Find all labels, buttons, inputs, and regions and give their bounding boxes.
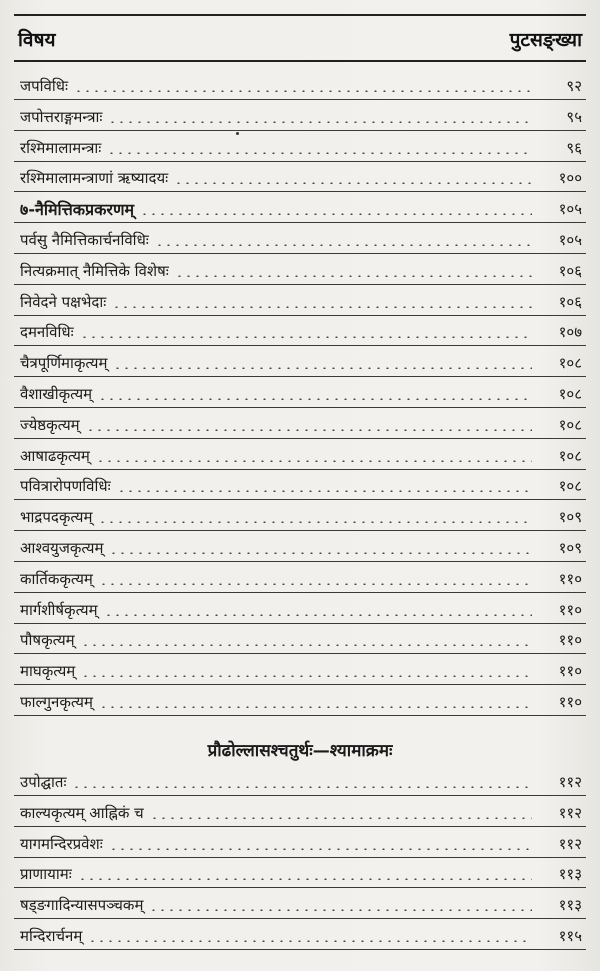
entry-title: रश्मिमालामन्त्राः — [20, 138, 102, 157]
row-rule — [14, 161, 586, 162]
entry-title: नित्यक्रमात् नैमित्तिके विशेषः — [20, 261, 169, 280]
dot-leader — [78, 878, 532, 880]
toc-entry — [20, 134, 582, 162]
entry-page-number: ११२ — [558, 803, 582, 822]
entry-page-number: ९५ — [566, 107, 582, 126]
dot-leader — [175, 275, 532, 277]
entry-title: चैत्रपूर्णिमाकृत्यम् — [20, 354, 108, 373]
toc-entry — [20, 534, 582, 562]
entry-title: कार्तिककृत्यम् — [20, 569, 93, 588]
row-rule — [14, 653, 586, 654]
entry-title: ७-नैमित्तिकप्रकरणम् — [20, 200, 135, 220]
toc-entry — [20, 195, 582, 223]
entry-title: उपोद्घातः — [20, 773, 67, 791]
entry-page-number: ११३ — [558, 865, 582, 884]
dot-leader — [80, 336, 532, 338]
entry-page-number: १०० — [558, 169, 582, 188]
row-rule — [14, 284, 586, 285]
row-rule — [14, 857, 586, 858]
entry-title: जपविधिः — [20, 77, 69, 95]
entry-page-number: १०५ — [558, 231, 582, 249]
toc-entry — [20, 596, 582, 624]
dot-leader — [81, 675, 532, 677]
toc-entry — [20, 288, 582, 316]
row-rule — [14, 253, 586, 254]
row-rule — [14, 469, 586, 470]
entry-page-number: ९६ — [566, 138, 582, 157]
toc-entry — [20, 860, 582, 888]
toc-entry — [20, 565, 582, 593]
dot-leader — [74, 90, 532, 92]
row-rule — [14, 826, 586, 827]
entry-title: प्राणायामः — [20, 865, 72, 884]
dot-leader — [117, 490, 532, 492]
entry-page-number: ११० — [558, 600, 582, 619]
entry-title: भाद्रपदकृत्यम् — [20, 508, 93, 527]
row-rule — [14, 592, 586, 593]
entry-title: जपोत्तराङ्गमन्त्राः — [20, 107, 103, 126]
toc-entry — [20, 688, 582, 716]
toc-entry — [20, 411, 582, 439]
row-rule — [14, 191, 586, 192]
toc-entry — [20, 318, 582, 346]
toc-entry — [20, 768, 582, 796]
toc-header — [14, 14, 586, 62]
dot-leader — [174, 182, 532, 184]
entry-title: माघकृत्यम् — [20, 662, 76, 681]
entry-page-number: ११३ — [558, 896, 582, 915]
dot-leader — [88, 940, 532, 942]
row-rule — [14, 561, 586, 562]
row-rule — [14, 376, 586, 377]
entry-page-number: १०८ — [558, 446, 582, 465]
entry-title: मार्गशीर्षकृत्यम् — [20, 600, 98, 619]
dot-leader — [109, 848, 532, 850]
entry-title: षड्ङगादिन्यासपञ्चकम् — [20, 896, 144, 915]
dot-leader — [107, 152, 532, 154]
row-rule — [14, 222, 586, 223]
toc-entry — [20, 891, 582, 919]
entry-page-number: १०६ — [558, 292, 582, 311]
dot-leader — [72, 786, 532, 788]
entry-title: मन्दिरार्चनम् — [20, 927, 83, 945]
entry-page-number: १०५ — [558, 200, 582, 219]
toc-entry — [20, 503, 582, 531]
row-rule — [14, 623, 586, 624]
dot-leader — [86, 429, 532, 431]
entry-page-number: ११२ — [558, 773, 582, 791]
dot-leader — [99, 706, 532, 708]
toc-entry — [20, 442, 582, 470]
entry-page-number: ११५ — [558, 927, 582, 945]
entry-page-number: १०६ — [558, 261, 582, 280]
entry-page-number: १०८ — [558, 477, 582, 496]
row-rule — [14, 499, 586, 500]
toc-entry — [20, 657, 582, 685]
toc-entry — [20, 257, 582, 285]
entry-page-number: ११० — [558, 693, 582, 711]
row-rule — [14, 530, 586, 531]
row-rule — [14, 407, 586, 408]
dot-leader — [140, 213, 532, 215]
entry-page-number: १०७ — [558, 323, 582, 342]
entry-title: काल्यकृत्यम् आह्निकं च — [20, 803, 144, 822]
entry-page-number: ११० — [558, 569, 582, 588]
toc-entry — [20, 72, 582, 100]
section-heading: प्रौढोल्लासश्चतुर्थः—श्यामाक्रमः — [207, 741, 393, 761]
row-rule — [14, 684, 586, 685]
dot-leader — [155, 244, 532, 246]
dot-leader — [108, 121, 532, 123]
toc-entry — [20, 799, 582, 827]
toc-entry — [20, 380, 582, 408]
dot-leader — [109, 552, 532, 554]
row-rule — [14, 438, 586, 439]
entry-page-number: ११२ — [558, 834, 582, 853]
toc-entry — [20, 226, 582, 254]
row-rule — [14, 715, 586, 716]
row-rule — [14, 795, 586, 796]
entry-title: यागमन्दिरप्रवेशः — [20, 834, 103, 853]
row-rule — [14, 949, 586, 950]
header-page-number: पुटसङ्ख्या — [509, 29, 582, 51]
entry-page-number: १०८ — [558, 354, 582, 373]
entry-title: वैशाखीकृत्यम् — [20, 385, 93, 403]
entry-title: आश्वयुजकृत्यम् — [20, 539, 104, 557]
toc-entry — [20, 830, 582, 858]
entry-title: पवित्रारोपणविधिः — [20, 477, 111, 496]
entry-page-number: १०९ — [558, 508, 582, 527]
dot-leader — [99, 583, 532, 585]
toc-entry — [20, 164, 582, 192]
dot-leader — [81, 644, 532, 646]
row-rule — [14, 130, 586, 131]
toc-entry — [20, 626, 582, 654]
dot-leader — [96, 460, 532, 462]
dot-leader — [149, 909, 532, 911]
row-rule — [14, 345, 586, 346]
entry-page-number: १०९ — [558, 539, 582, 557]
entry-page-number: १०८ — [558, 385, 582, 403]
entry-title: पर्वसु नैमित्तिकार्चनविधिः — [20, 231, 149, 249]
entry-page-number: ११० — [558, 631, 582, 650]
dot-leader — [98, 398, 532, 400]
entry-page-number: ९२ — [566, 77, 582, 95]
toc-entry — [20, 922, 582, 950]
entry-title: रश्मिमालामन्त्राणां ऋष्यादयः — [20, 169, 169, 188]
entry-title: ज्येष्ठकृत्यम् — [20, 415, 80, 434]
entry-title: पौषकृत्यम् — [20, 631, 75, 650]
entry-title: आषाढकृत्यम् — [20, 446, 90, 465]
dot-leader — [104, 614, 532, 616]
toc-entry — [20, 472, 582, 500]
dot-leader — [113, 367, 532, 369]
toc-entry — [20, 103, 582, 131]
entry-title: दमनविधिः — [20, 323, 74, 342]
entry-title: फाल्गुनकृत्यम् — [20, 693, 93, 711]
entry-title: निवेदने पक्षभेदाः — [20, 292, 107, 311]
header-subject: विषय — [18, 29, 56, 51]
dot-leader — [98, 521, 532, 523]
dot-leader — [150, 817, 532, 819]
row-rule — [14, 315, 586, 316]
dot-leader — [112, 306, 532, 308]
row-rule — [14, 99, 586, 100]
row-rule — [14, 887, 586, 888]
row-rule — [14, 918, 586, 919]
entry-page-number: १०८ — [558, 415, 582, 434]
entry-page-number: ११० — [558, 662, 582, 681]
toc-entry — [20, 349, 582, 377]
